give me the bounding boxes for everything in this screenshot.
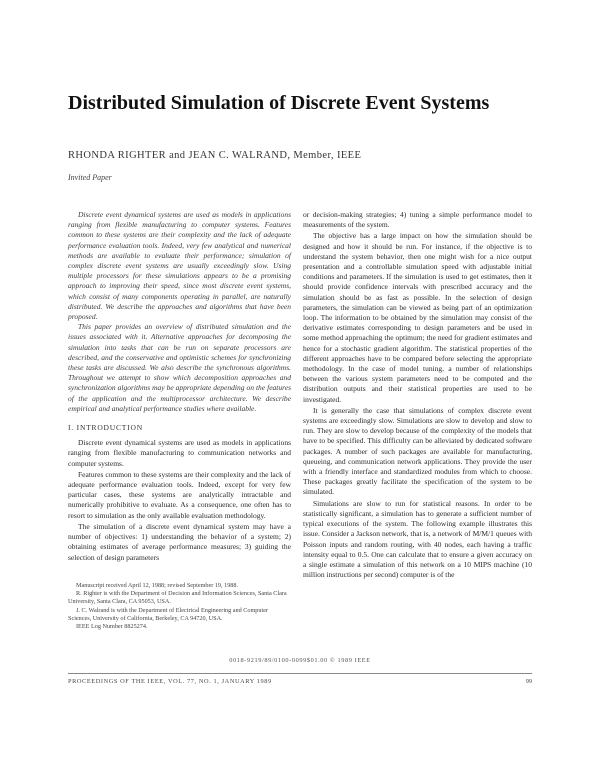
page-number: 99 [525,678,532,685]
paper-title: Distributed Simulation of Discrete Event Systems [68,92,490,114]
abstract [68,210,291,414]
copyright-notice: 0018-9219/89/0100-0099$01.00 © 1989 IEEE [229,657,371,664]
footer-rule [68,673,532,674]
abstract-paragraph: This paper provides an overview of distributed simulation and the issues associated with it. Alternative approaches for decomposing the simulation into tasks that can be run on separate processors are described, and the conservative and optimistic schemes for synchronizing these tasks are discussed. We also describe the synchronous algorithms. Throughout we attempt to show which decomposition approaches and synchronization algorithms may be appropriate depending on the features of the application and the multiprocessor architecture. We describe empirical and analytical performance studies where available. [68,322,291,413]
footnote-line: J. C. Walrand is with the Department of Electrical Engineering and Computer Sciences, University of California, Berkeley, CA 94720, USA. [68,606,269,622]
body-paragraph: It is generally the case that simulations of complex discrete event systems are exceedingly slow. Simulations are slow to develop and slow to run. They are slow to develop because of the complexity of the models that have to be specified. This difficulty can be alleviated by dedicated software packages. A number of such packages are available for manufacturing, queueing, and communication network applications. They provide the user with a friendly interface and standardized modules from which to choose. These packages greatly facilitate the specification of the system to be simulated. [303,405,532,497]
intro-body [68,438,291,562]
right-column [303,210,532,580]
footnote-line: IEEE Log Number 8825274. [76,623,148,631]
author-line: RHONDA RIGHTER and JEAN C. WALRAND, Member, IEEE [68,150,362,161]
body-paragraph: Discrete event dynamical systems are used as models in applications ranging from flexible manufacturing to communication networks and computer systems. [68,438,291,468]
body-paragraph: Features common to these systems are their complexity and the lack of adequate performance evaluation tools. Indeed, except for very few particular cases, these systems are analytically intractable and numerically prohibitive to evaluate. As a consequence, one often has to resort to simulation as the only available evaluation methodology. [68,469,291,520]
footnote [68,582,291,631]
journal-citation: PROCEEDINGS OF THE IEEE, VOL. 77, NO. 1, JANUARY 1989 [68,678,272,685]
footnote-line: Manuscript received April 12, 1988; revised September 19, 1988. [76,582,239,589]
body-paragraph: Simulations are slow to run for statistical reasons. In order to be statistically significant, a simulation has to generate a sufficient number of typical executions of the system. The following example illustrates this issue. Consider a Jackson network, that is, a network of M/M/1 queues with Poisson inputs and random routing, with 40 nodes, each having a traffic intensity equal to 0.5. One can calculate that to ensure a given accuracy on a single estimate a simulation of this network on a 10 MIPS machine (10 million instructions per second) computer is of the [303,498,532,580]
section-heading: I. INTRODUCTION [68,423,143,433]
paper-type-label: Invited Paper [68,173,112,182]
body-paragraph: The simulation of a discrete event dynamical system may have a number of objectives: 1) understanding the behavior of a system; 2) obtaining estimates of average performance measures; 3) guiding the selection of design parameters [68,521,291,562]
left-column [68,210,291,563]
body-paragraph: or decision-making strategies; 4) tuning a simple performance model to measurements of the system. [303,210,532,230]
body-paragraph: The objective has a large impact on how the simulation should be designed and how it should be run. For instance, if the objective is to understand the system behavior, then one might wish for a nice output presentation and a controllable simulation speed with adjustable initial conditions and parameters. If the simulation is used to get estimates, then it should provide confidence intervals with prescribed accuracy and the simulation should be as fast as possible. In the selection of design parameters, the simulation can be viewed as being part of an optimization loop. The information to be obtained by the simulation may consist of the derivative estimates corresponding to design parameters and be used in some method approaching the optimum; the need for gradient estimates and hence for a stochastic gradient algorithm. The statistical properties of the different approaches have to be compared before selecting the appropriate methodology. In the case of model tuning, a number of relationships between the various system parameters need to be computed and the distribution outputs and their statistical properties are used to be investigated. [303,231,532,404]
abstract-paragraph: Discrete event dynamical systems are used as models in applications ranging from flexible manufacturing to computer systems. Features common to these systems are their complexity and the lack of adequate performance evaluation tools. Indeed, very few analytical and numerical methods are available to evaluate their performance; simulation of complex discrete event systems are usually exceedingly slow. Using multiple processors for these simulations appears to be a promising approach to improving their speed, since most discrete event systems, which consist of many components operating in parallel, are naturally distributed. We describe the approaches and algorithms that have been proposed. [68,210,291,322]
footnote-line: R. Righter is with the Department of Decision and Information Sciences, Santa Clara University, Santa Clara, CA 95053, USA. [68,590,287,606]
